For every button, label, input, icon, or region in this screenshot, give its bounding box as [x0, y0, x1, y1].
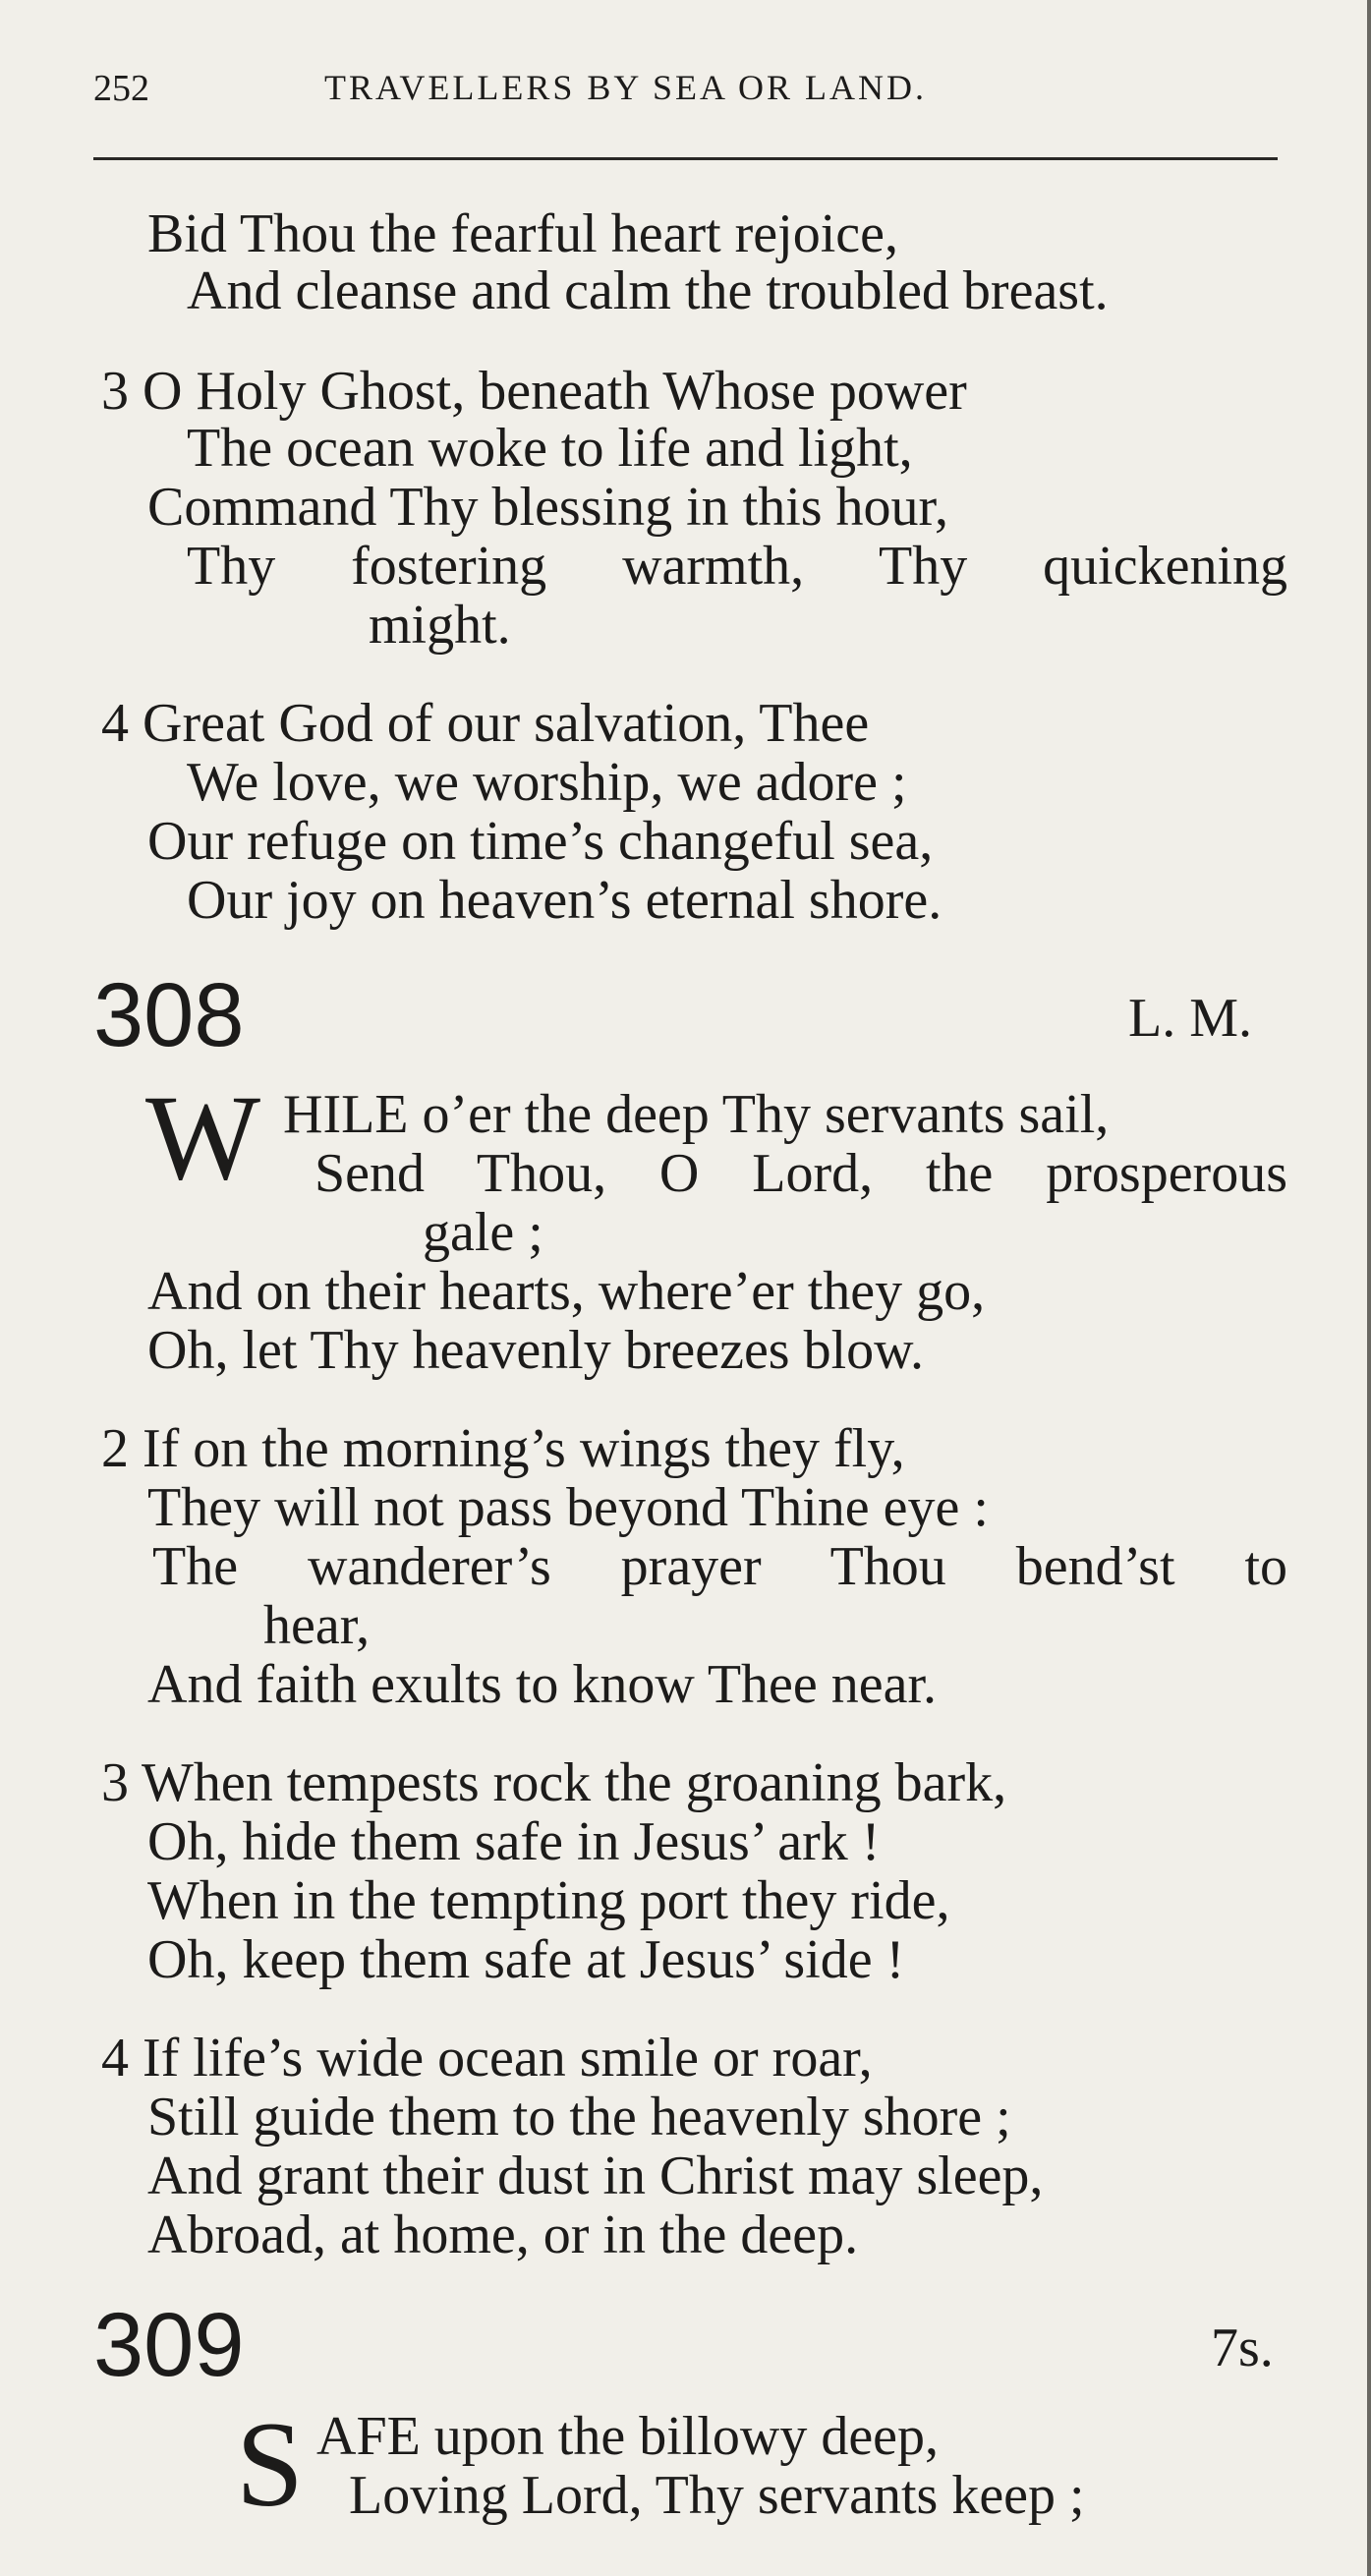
verse-line: 3 When tempests rock the groaning bark, [101, 1752, 1007, 1813]
verse-line: Bid Thou the fearful heart rejoice, [147, 203, 898, 264]
verse-line: The wanderer’s prayer Thou bend’st to [152, 1536, 1287, 1597]
page-number: 252 [93, 68, 149, 109]
verse-line: And grant their dust in Christ may sleep, [147, 2146, 1044, 2206]
verse-line: They will not pass beyond Thine eye : [147, 1477, 989, 1538]
page-edge-line [1367, 0, 1371, 2576]
verse-line: hear, [263, 1595, 371, 1656]
verse-line: gale ; [423, 1202, 543, 1263]
hymn-meter: L. M. [1128, 988, 1252, 1049]
verse-line: AFE upon the billowy deep, [316, 2406, 940, 2467]
verse-line: 4 If life’s wide ocean smile or roar, [101, 2028, 873, 2089]
page-header [93, 67, 1276, 116]
verse-line: The ocean woke to life and light, [187, 418, 913, 479]
hymn-number: 308 [93, 965, 245, 1065]
verse-line: Command Thy blessing in this hour, [147, 477, 948, 538]
verse-line: Oh, keep them safe at Jesus’ side ! [147, 1929, 905, 1990]
hymn-meter: 7s. [1211, 2318, 1274, 2378]
verse-line: Thy fostering warmth, Thy quickening [187, 536, 1287, 597]
verse-line: Loving Lord, Thy servants keep ; [349, 2465, 1085, 2526]
verse-line: Our joy on heaven’s eternal shore. [187, 870, 943, 931]
verse-line: HILE o’er the deep Thy servants sail, [283, 1084, 1110, 1145]
hymn-number: 309 [93, 2295, 245, 2395]
verse-line: Oh, let Thy heavenly breezes blow. [147, 1320, 924, 1381]
verse-line: Oh, hide them safe in Jesus’ ark ! [147, 1811, 881, 1872]
verse-line: 3 O Holy Ghost, beneath Whose power [101, 361, 967, 422]
verse-line: 2 If on the morning’s wings they fly, [101, 1418, 905, 1479]
verse-line: And on their hearts, where’er they go, [147, 1261, 986, 1322]
verse-line: And cleanse and calm the troubled breast. [187, 260, 1109, 321]
verse-line: And faith exults to know Thee near. [147, 1654, 938, 1715]
verse-line: Abroad, at home, or in the deep. [147, 2204, 859, 2265]
verse-line: We love, we worship, we adore ; [187, 752, 907, 813]
verse-line: 4 Great God of our salvation, Thee [101, 693, 870, 754]
verse-line: When in the tempting port they ride, [147, 1870, 950, 1931]
verse-line: Send Thou, O Lord, the prosperous [314, 1143, 1287, 1204]
drop-cap: W [145, 1070, 261, 1205]
verse-line: might. [369, 595, 511, 656]
running-title: TRAVELLERS BY SEA OR LAND. [324, 68, 928, 107]
header-rule [93, 157, 1278, 160]
verse-line: Still guide them to the heavenly shore ; [147, 2087, 1011, 2147]
verse-line: Our refuge on time’s changeful sea, [147, 811, 934, 872]
drop-cap: S [236, 2397, 304, 2532]
